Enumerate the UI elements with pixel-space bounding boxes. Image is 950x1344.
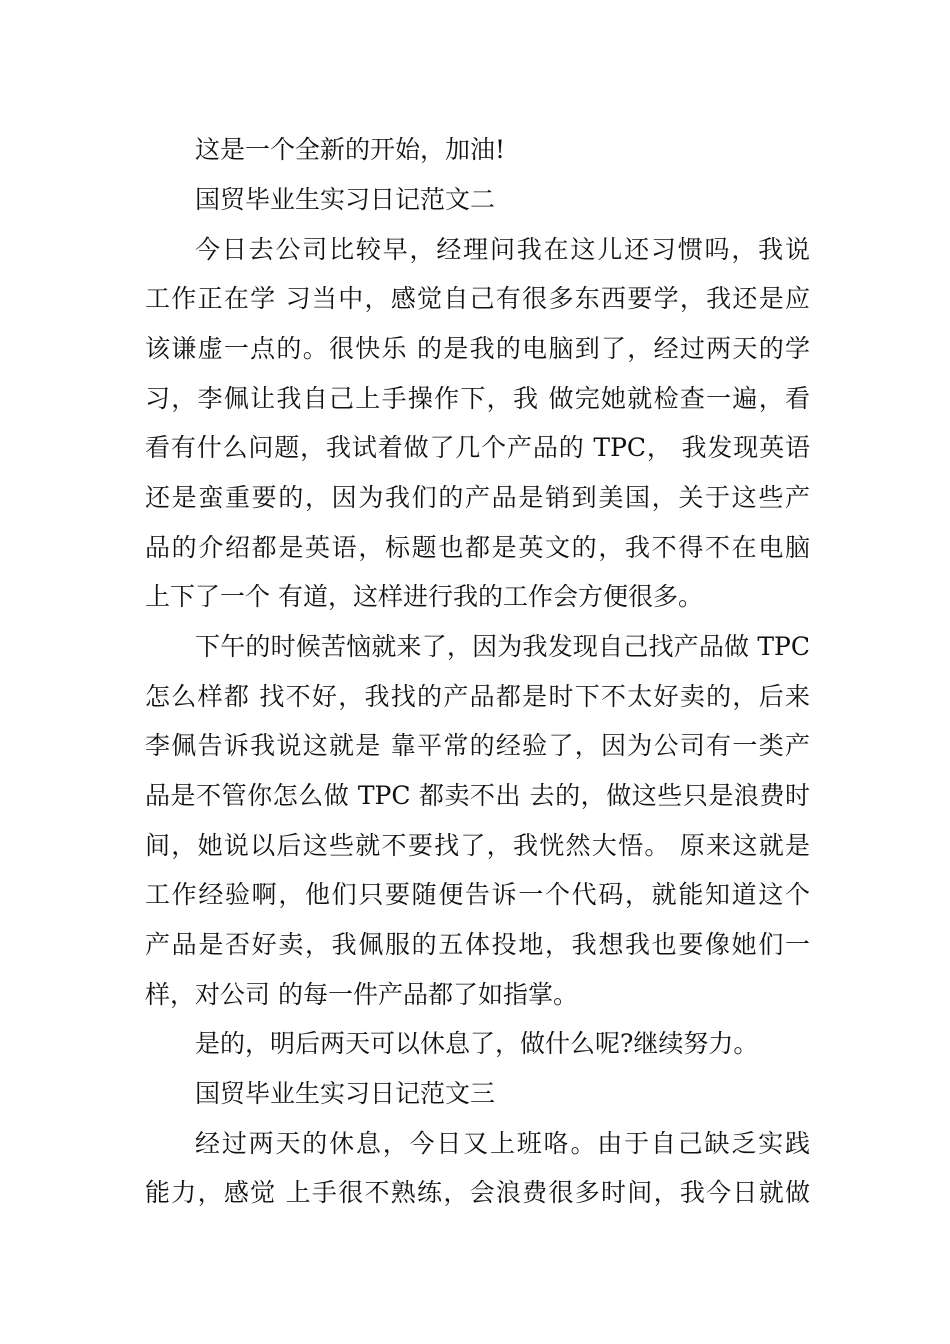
body-text-line: 上下了一个 有道，这样进行我的工作会方便很多。 — [145, 582, 703, 611]
body-text-line: 看有什么问题，我试着做了几个产品的 TPC， 我发现英语 — [145, 433, 810, 462]
body-text-line: 怎么样都 找不好，我找的产品都是时下不太好卖的，后来 — [145, 682, 810, 711]
body-text-line: 今日去公司比较早，经理问我在这儿还习惯吗，我说 — [195, 235, 810, 264]
body-text-line: 工作正在学 习当中，感觉自己有很多东西要学，我还是应 — [145, 284, 810, 313]
body-text-line: 品的介绍都是英语，标题也都是英文的，我不得不在电脑 — [145, 533, 810, 562]
body-text-line: 品是不管你怎么做 TPC 都卖不出 去的，做这些只是浪费时 — [145, 781, 810, 810]
body-text-line: 是的，明后两天可以休息了，做什么呢?继续努力。 — [195, 1029, 759, 1058]
body-text-line: 能力，感觉 上手很不熟练，会浪费很多时间，我今日就做 — [145, 1178, 810, 1207]
body-text-line: 李佩告诉我说这就是 靠平常的经验了，因为公司有一类产 — [145, 731, 810, 760]
body-text-line: 经过两天的休息，今日又上班咯。由于自己缺乏实践 — [195, 1129, 810, 1158]
body-text-line: 下午的时候苦恼就来了，因为我发现自己找产品做 TPC — [195, 632, 810, 661]
section-heading-2: 国贸毕业生实习日记范文二 — [195, 185, 496, 214]
body-text-line: 工作经验啊，他们只要随便告诉一个代码，就能知道这个 — [145, 880, 810, 909]
body-text-line: 该谦虚一点的。很快乐 的是我的电脑到了，经过两天的学 — [145, 334, 810, 363]
body-text-line: 还是蛮重要的，因为我们的产品是销到美国，关于这些产 — [145, 483, 810, 512]
body-text-line: 间，她说以后这些就不要找了，我恍然大悟。 原来这就是 — [145, 831, 810, 860]
paragraph-closing-line: 这是一个全新的开始，加油! — [195, 135, 506, 164]
section-heading-3: 国贸毕业生实习日记范文三 — [195, 1079, 496, 1108]
body-text-line: 样，对公司 的每一件产品都了如指掌。 — [145, 980, 578, 1009]
body-text-line: 产品是否好卖，我佩服的五体投地，我想我也要像她们一 — [145, 930, 810, 959]
body-text-line: 习，李佩让我自己上手操作下，我 做完她就检查一遍，看 — [145, 384, 810, 413]
